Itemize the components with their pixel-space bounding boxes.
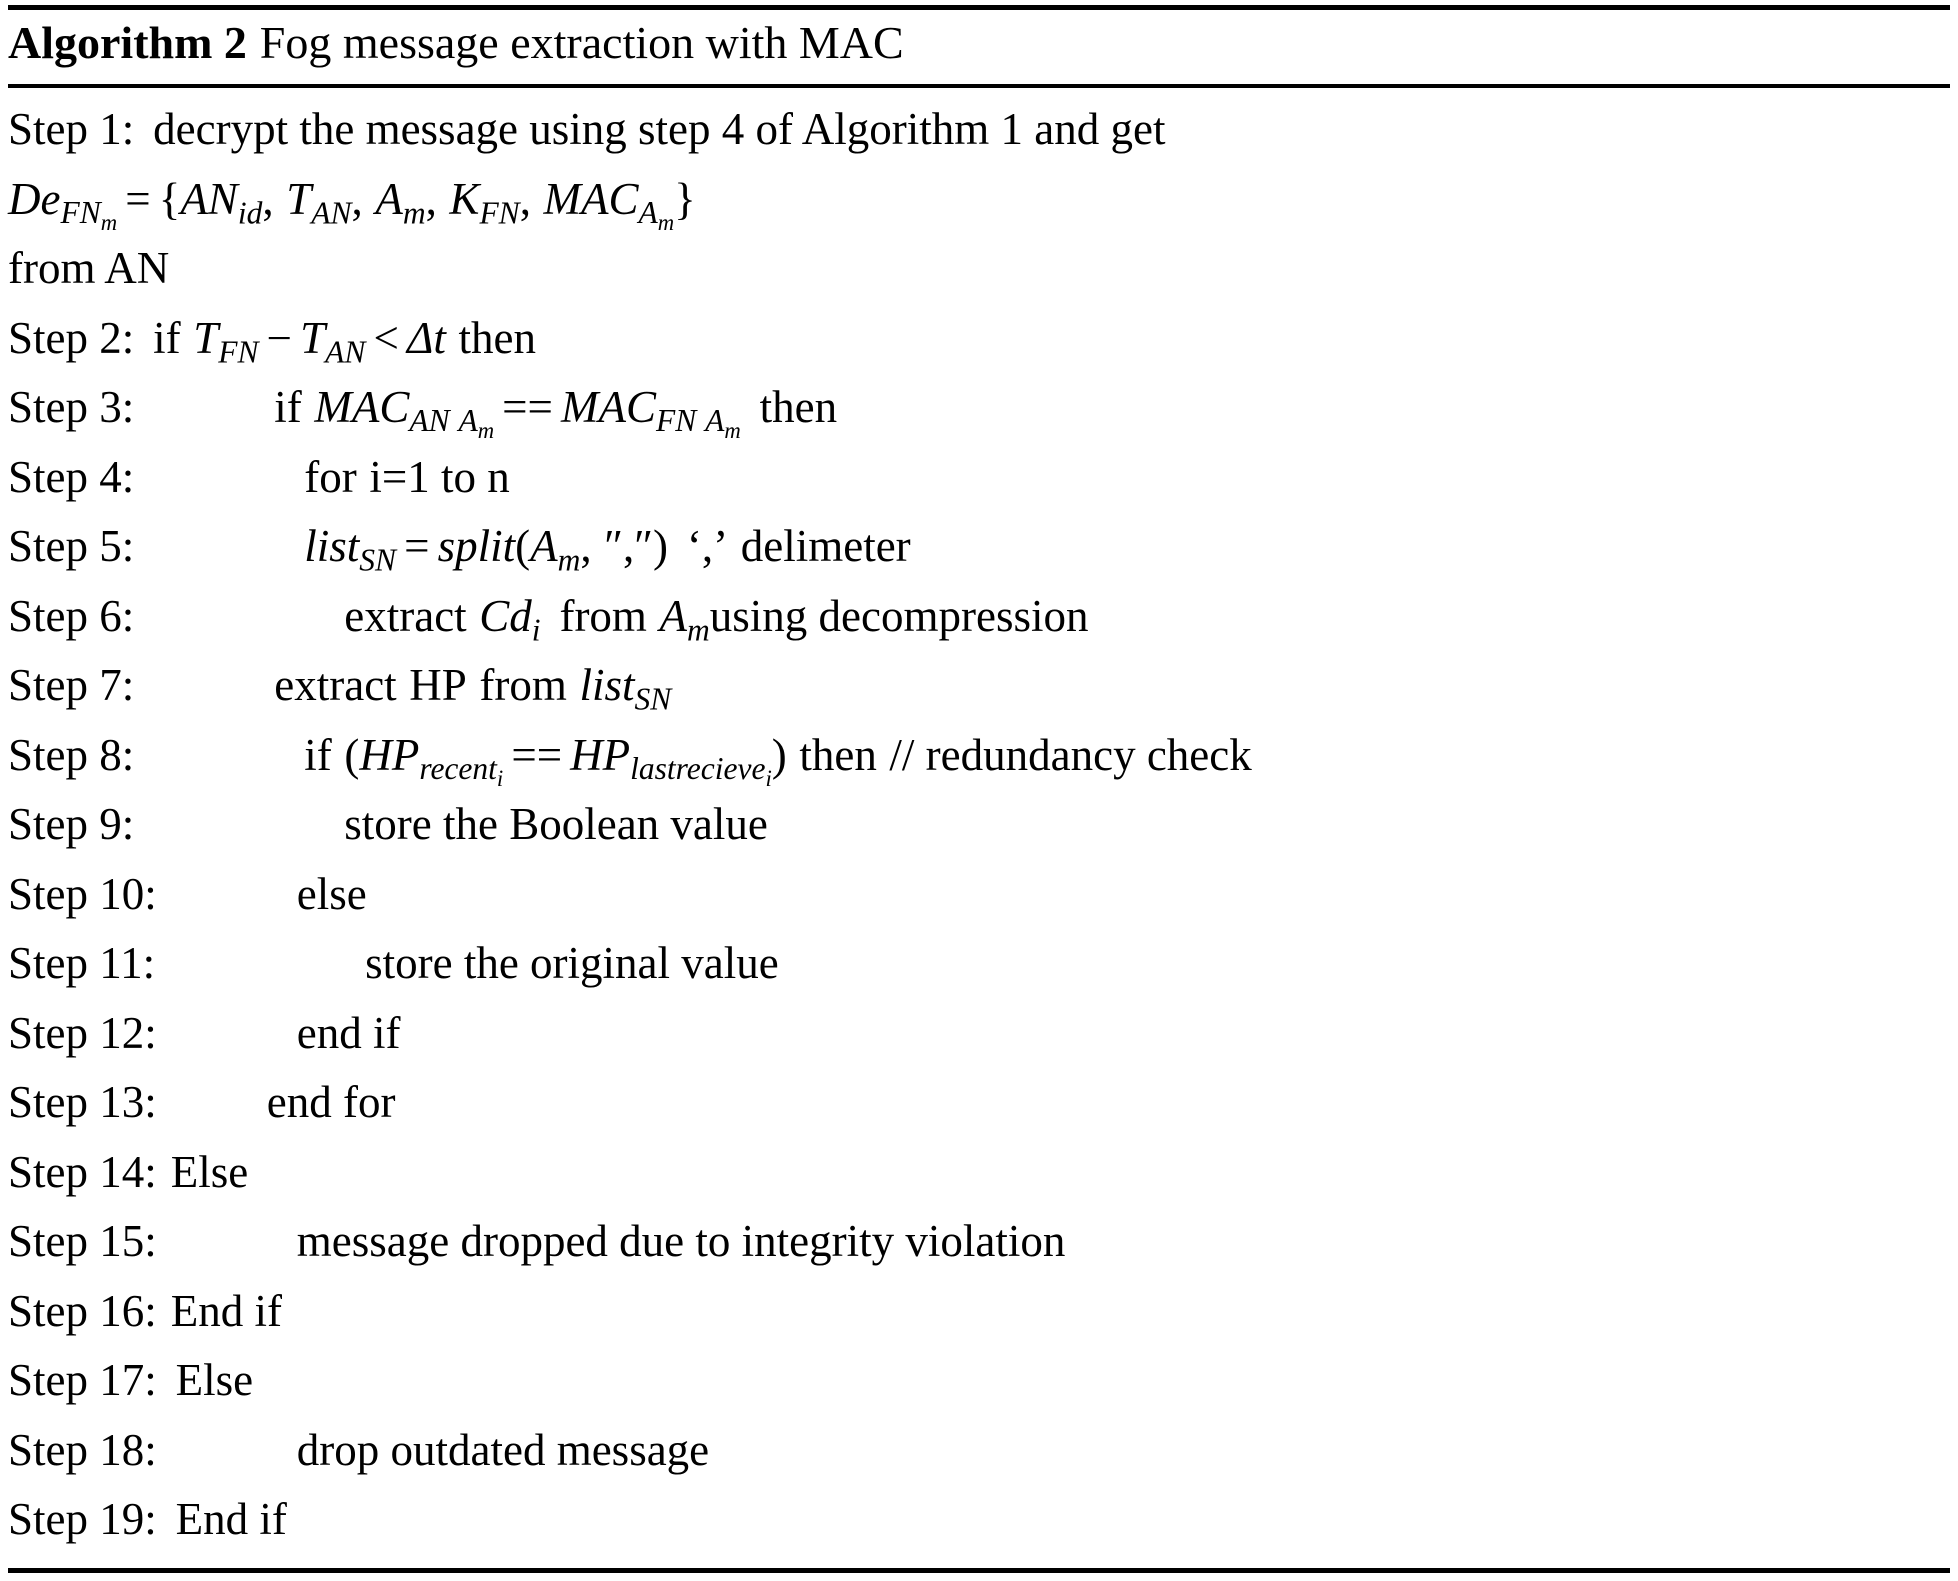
step-body: end for (266, 1077, 396, 1127)
s6-cd: Cd (479, 590, 532, 641)
step-body: store the Boolean value (344, 799, 768, 849)
kw-from: from (559, 590, 647, 641)
s8-i1: i (496, 765, 504, 791)
s3-mac1: MAC (314, 382, 410, 432)
step-label: Step 10: (8, 868, 157, 919)
s5-quoted-comma: ‘,’ (686, 521, 729, 571)
step-label: Step 13: (8, 1077, 157, 1127)
s5-eq: = (404, 521, 430, 571)
step-label: Step 12: (8, 1007, 157, 1058)
step-1-from-an (8, 234, 1950, 304)
formula-rbrace: } (674, 173, 696, 224)
step-line (8, 1485, 1950, 1555)
s2-lt: < (373, 312, 399, 363)
s7-sn: SN (634, 681, 672, 717)
step-line (8, 304, 1950, 374)
formula-a-sub: A (638, 194, 658, 230)
s5-delimeter: delimeter (740, 521, 911, 571)
formula-k: K (449, 173, 480, 224)
s4-range: i=1 to n (369, 451, 510, 502)
s3-mac2: MAC (561, 382, 657, 432)
algorithm-title (8, 14, 904, 72)
step-line (8, 929, 1950, 999)
s3-a1: A (458, 403, 478, 439)
s3-an: AN (409, 403, 450, 439)
s2-an: AN (325, 333, 366, 369)
step-body: end if (296, 1007, 401, 1058)
s5-dprime-close: ″ (634, 521, 654, 571)
formula-lbrace: { (158, 173, 181, 224)
s3-m1: m (477, 418, 495, 444)
formula-fn-sub: FN (479, 194, 520, 230)
step-body: Else (175, 1355, 254, 1405)
step-body: store the original value (365, 938, 779, 988)
kw-then: then (458, 312, 536, 363)
step-label: Step 1: (8, 104, 135, 154)
s5-comma-2: , (623, 521, 635, 571)
s3-fn: FN (656, 403, 697, 439)
step-line (8, 373, 1950, 443)
step-label: Step 15: (8, 1216, 157, 1266)
step-1-formula (8, 165, 1950, 235)
step-body: decrypt the message using step 4 of Algorithm 1 and get (153, 104, 1166, 154)
step-line (8, 443, 1950, 513)
top-rule (8, 5, 1950, 10)
s5-split: split (437, 521, 516, 571)
header-rule (8, 84, 1950, 88)
s8-hp2: HP (570, 729, 631, 780)
step-label: Step 17: (8, 1355, 157, 1405)
algorithm-caption: Fog message extraction with MAC (259, 17, 904, 68)
step-label: Step 19: (8, 1494, 157, 1544)
step-label: Step 6: (8, 590, 135, 641)
s8-recent: recent (419, 750, 497, 786)
s2-t1: T (193, 312, 219, 363)
step-line (8, 860, 1950, 930)
formula-an: AN (180, 173, 238, 224)
step-body: End if (175, 1494, 287, 1544)
s6-a: A (659, 590, 688, 641)
step-line (8, 1207, 1950, 1277)
step-line (8, 1068, 1950, 1138)
s8-hp1: HP (359, 729, 420, 780)
step-label: Step 7: (8, 660, 135, 710)
kw-if: if (153, 312, 181, 363)
formula-t: T (286, 173, 312, 224)
formula-comma-2: , (351, 173, 363, 224)
step-line (8, 1416, 1950, 1486)
s5-lparen: ( (515, 521, 531, 571)
step-label: Step 4: (8, 451, 135, 502)
s7-hp: HP (409, 660, 467, 710)
s5-dprime-open: ″ (604, 521, 624, 571)
step-label: Step 11: (8, 938, 156, 988)
s6-tail: using decompression (709, 590, 1089, 641)
formula-a: A (375, 173, 403, 224)
s6-m: m (687, 611, 710, 647)
formula-m-sub: m (402, 194, 426, 230)
formula-comma-4: , (519, 173, 531, 224)
step-line (8, 999, 1950, 1069)
step-line (8, 721, 1950, 791)
step-label: Step 9: (8, 799, 135, 849)
s5-rparen: ) (653, 521, 669, 571)
s8-lparen: ( (344, 729, 360, 780)
formula-fn: FN (60, 194, 101, 230)
formula-comma-1: , (262, 173, 274, 224)
s8-rparen: ) (771, 729, 787, 780)
s8-eqeq: == (511, 729, 563, 780)
s8-i2: i (765, 765, 772, 791)
bottom-rule (8, 1568, 1950, 1573)
step-label: Step 14: (8, 1146, 157, 1197)
s3-eqeq: == (502, 382, 553, 432)
kw-then: then (759, 382, 838, 432)
kw-if: if (274, 382, 302, 432)
kw-if: if (304, 729, 332, 780)
s3-m2: m (724, 418, 741, 444)
s8-lastrecieve: lastrecieve (630, 750, 766, 786)
s3-a2: A (705, 403, 725, 439)
s5-sn: SN (359, 542, 397, 578)
step-label: Step 2: (8, 312, 135, 363)
s5-m: m (557, 542, 581, 578)
step-body: else (296, 868, 367, 919)
formula-an-sub: AN (311, 194, 352, 230)
s5-list: list (304, 521, 360, 571)
step-line (8, 95, 1950, 165)
formula-m: m (100, 209, 118, 235)
step-body: Else (170, 1146, 249, 1197)
step-body: message dropped due to integrity violation (296, 1216, 1066, 1266)
kw-extract: extract (344, 590, 467, 641)
s5-comma-1: , (580, 521, 592, 571)
formula-id: id (237, 194, 263, 230)
s6-i: i (531, 611, 541, 647)
kw-then: then (799, 729, 877, 780)
step-body (304, 443, 509, 513)
step-line (8, 1138, 1950, 1208)
kw-for: for (304, 451, 357, 502)
algorithm-label: Algorithm 2 (8, 17, 247, 68)
step-label: Step 3: (8, 382, 135, 432)
s2-minus: − (266, 312, 293, 363)
step-line (8, 1346, 1950, 1416)
formula-equals: = (125, 173, 151, 224)
s8-comment: // redundancy check (889, 729, 1252, 780)
formula-de: De (8, 173, 61, 224)
algorithm-steps (8, 95, 1950, 1555)
step-label: Step 18: (8, 1424, 157, 1475)
step-line (8, 512, 1950, 582)
step-label: Step 5: (8, 521, 135, 571)
step-line (8, 582, 1950, 652)
step-body: drop outdated message (296, 1424, 710, 1475)
kw-from: from (479, 660, 567, 710)
step-line (8, 1277, 1950, 1347)
s2-delta-t: Δt (407, 312, 446, 363)
s7-list: list (579, 660, 635, 710)
step-body: End if (170, 1285, 282, 1336)
s2-fn: FN (218, 333, 259, 369)
formula-comma-3: , (425, 173, 437, 224)
step-label: Step 8: (8, 729, 135, 780)
kw-extract: extract (274, 660, 397, 710)
s5-a: A (530, 521, 558, 571)
formula-m-subsub: m (657, 209, 675, 235)
formula-mac: MAC (543, 173, 639, 224)
s2-t2: T (300, 312, 326, 363)
from-an-text: from AN (8, 243, 170, 293)
step-label: Step 16: (8, 1285, 157, 1336)
